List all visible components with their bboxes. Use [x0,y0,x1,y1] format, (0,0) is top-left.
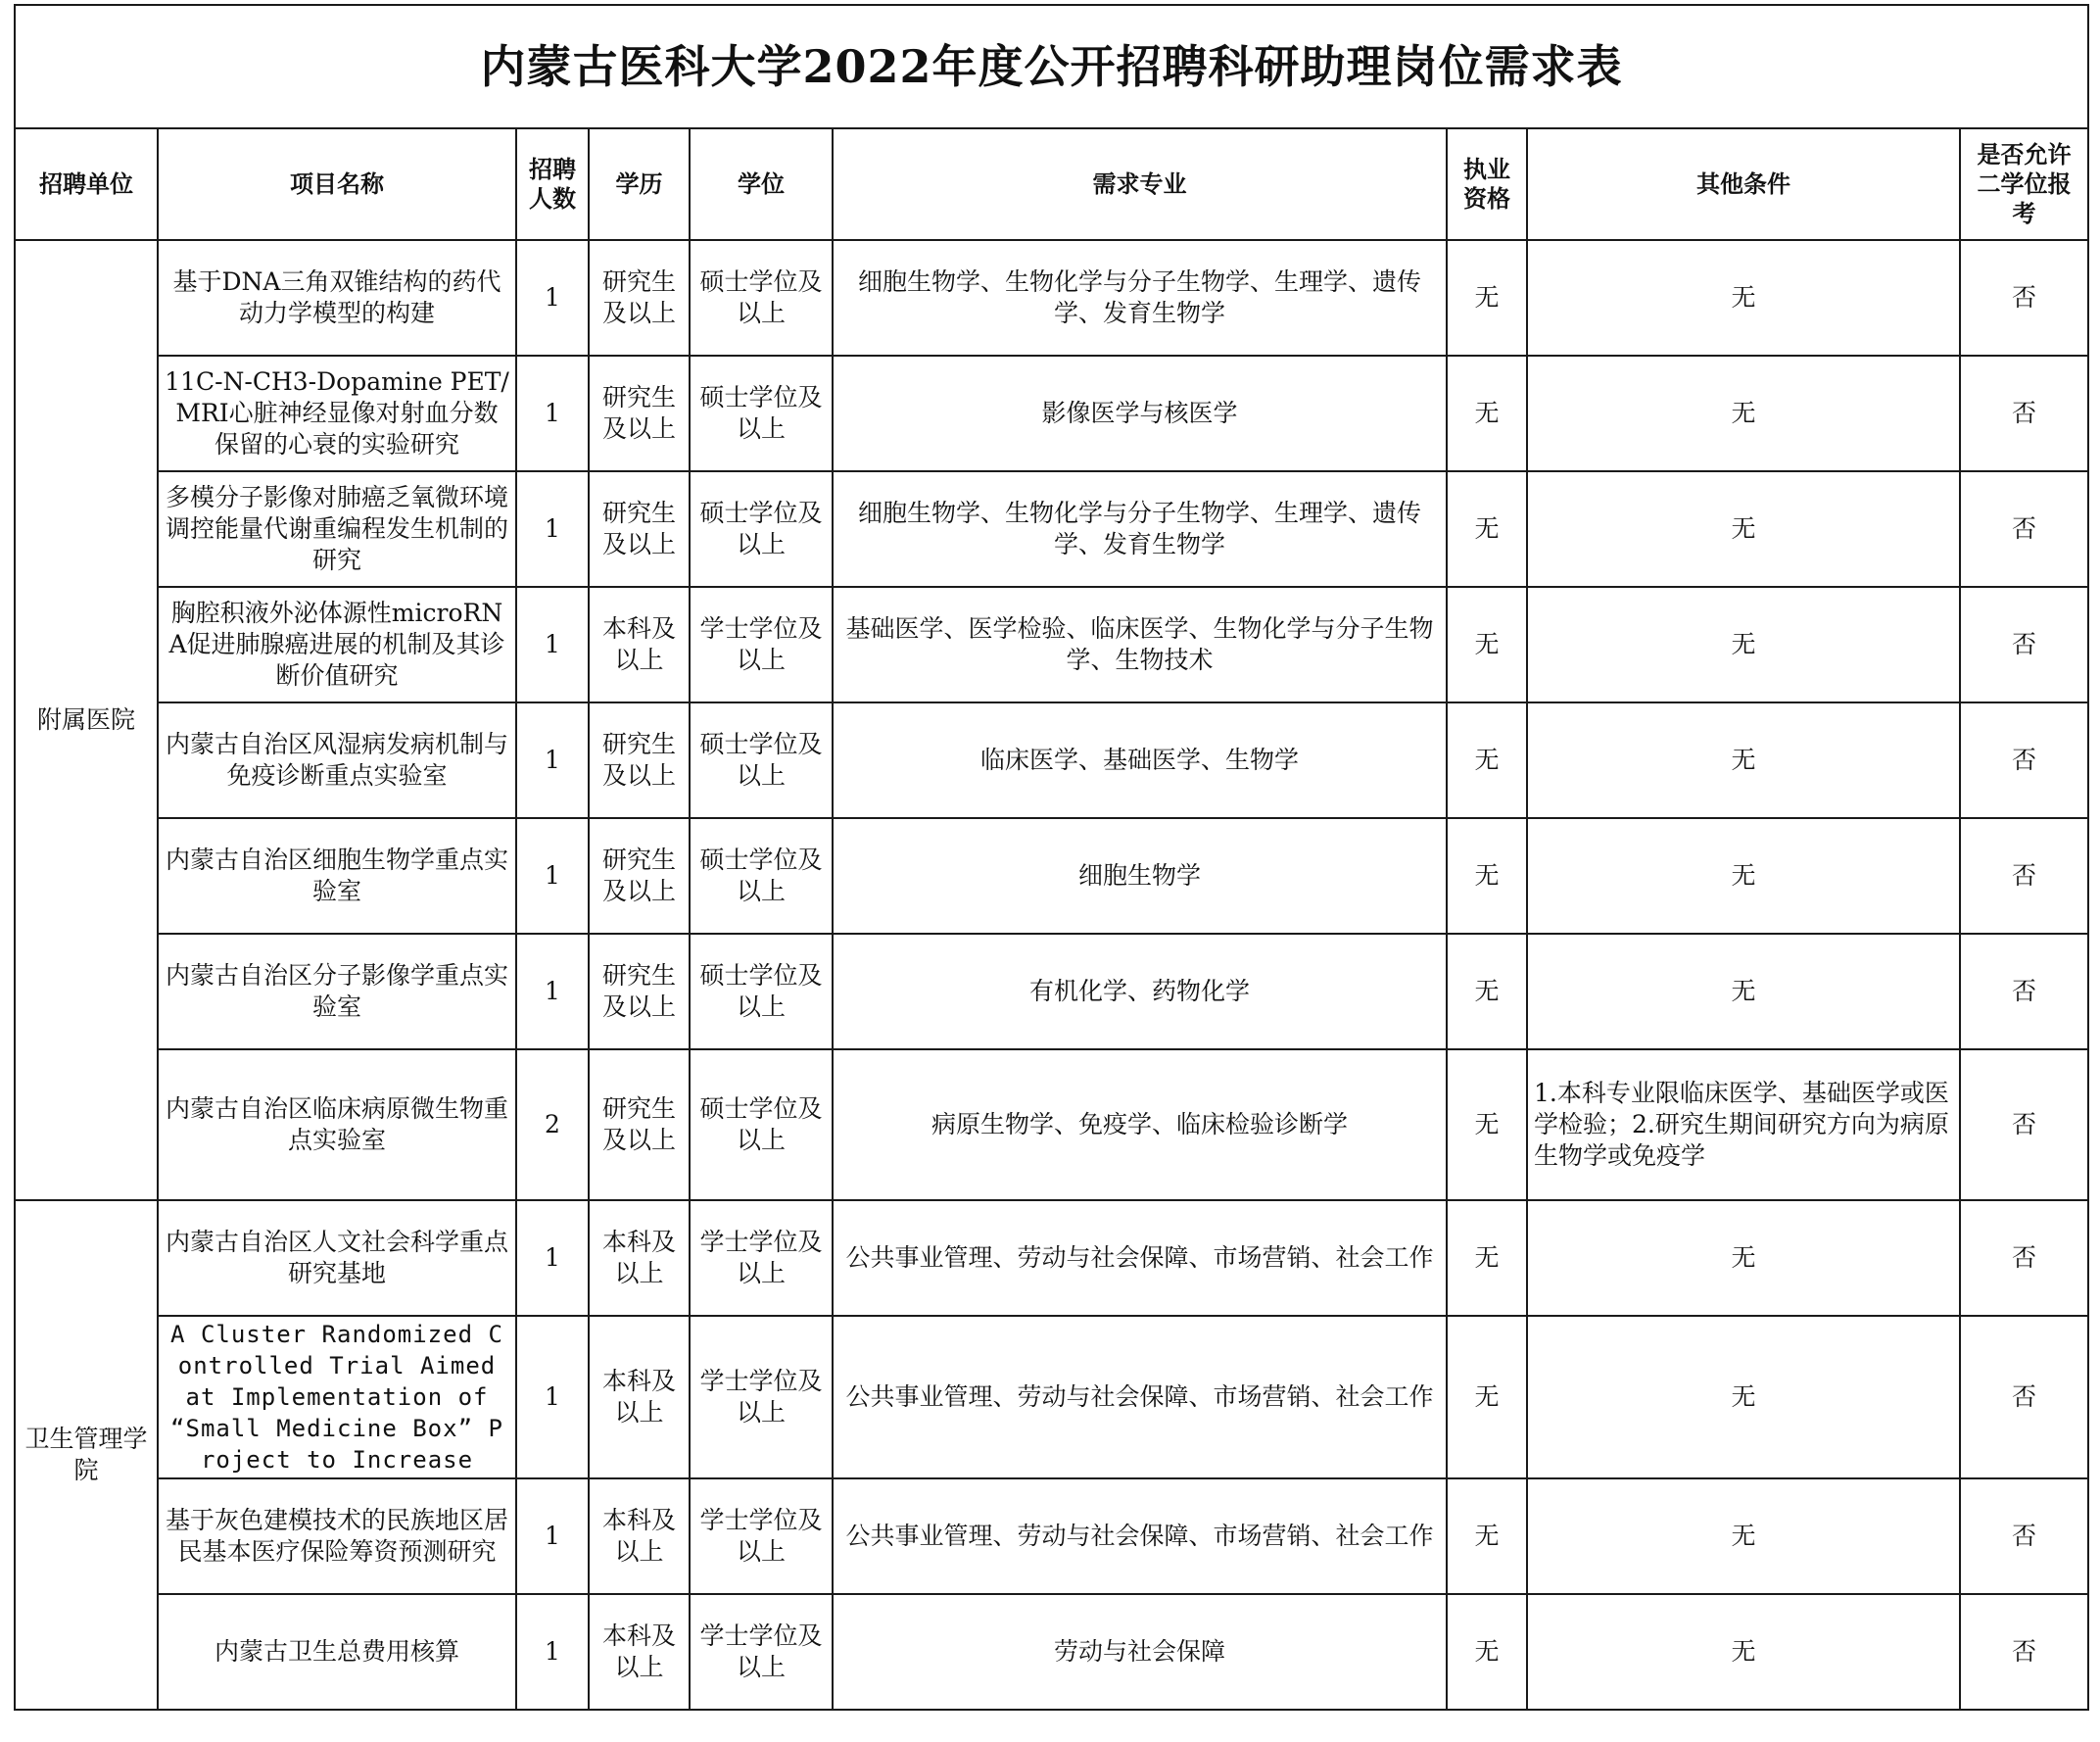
second-degree-allowed: 否 [1960,1049,2088,1200]
license-requirement: 无 [1447,587,1527,702]
recruiting-unit: 附属医院 [15,240,158,1200]
recruitment-sheet [14,4,2087,1711]
license-requirement: 无 [1447,934,1527,1049]
degree: 学士学位及以上 [690,1478,833,1594]
table-row [15,1200,2088,1316]
license-requirement: 无 [1447,1316,1527,1478]
table-row [15,240,2088,356]
required-major: 细胞生物学、生物化学与分子生物学、生理学、遗传学、发育生物学 [833,240,1447,356]
project-name: 胸腔积液外泌体源性microRNA促进肺腺癌进展的机制及其诊断价值研究 [158,587,516,702]
table-row [15,702,2088,818]
required-major: 基础医学、医学检验、临床医学、生物化学与分子生物学、生物技术 [833,587,1447,702]
other-conditions: 无 [1527,934,1960,1049]
other-conditions: 无 [1527,1200,1960,1316]
header-row [15,128,2088,240]
education: 研究生及以上 [589,934,690,1049]
license-requirement: 无 [1447,1200,1527,1316]
project-name: 11C-N-CH3-Dopamine PET/MRI心脏神经显像对射血分数保留的心衰的实验研究 [158,356,516,471]
degree: 学士学位及以上 [690,1200,833,1316]
degree: 学士学位及以上 [690,1594,833,1710]
degree: 学士学位及以上 [690,1316,833,1478]
page-title: 内蒙古医科大学2022年度公开招聘科研助理岗位需求表 [15,5,2088,128]
education: 研究生及以上 [589,702,690,818]
license-requirement: 无 [1447,1478,1527,1594]
table-row [15,587,2088,702]
other-conditions: 无 [1527,818,1960,934]
education: 研究生及以上 [589,240,690,356]
second-degree-allowed: 否 [1960,1316,2088,1478]
table-row [15,1478,2088,1594]
other-conditions: 无 [1527,1478,1960,1594]
other-conditions: 无 [1527,1316,1960,1478]
project-name: A Cluster Randomized Controlled Trial Aimed at Implementation of “Small Medicine Box” Project to Increase [158,1316,516,1478]
second-degree-allowed: 否 [1960,702,2088,818]
license-requirement: 无 [1447,471,1527,587]
table-row [15,1316,2088,1478]
degree: 硕士学位及以上 [690,702,833,818]
license-requirement: 无 [1447,1594,1527,1710]
table-row [15,1594,2088,1710]
other-conditions: 无 [1527,240,1960,356]
project-name: 基于灰色建模技术的民族地区居民基本医疗保险筹资预测研究 [158,1478,516,1594]
second-degree-allowed: 否 [1960,356,2088,471]
required-major: 细胞生物学、生物化学与分子生物学、生理学、遗传学、发育生物学 [833,471,1447,587]
second-degree-allowed: 否 [1960,240,2088,356]
required-major: 病原生物学、免疫学、临床检验诊断学 [833,1049,1447,1200]
header-license: 执业资格 [1447,128,1527,240]
hire-count: 1 [516,818,589,934]
education: 研究生及以上 [589,471,690,587]
project-name: 内蒙古自治区风湿病发病机制与免疫诊断重点实验室 [158,702,516,818]
recruitment-table [14,4,2089,1711]
header-unit: 招聘单位 [15,128,158,240]
project-name: 内蒙古自治区细胞生物学重点实验室 [158,818,516,934]
education: 本科及以上 [589,1594,690,1710]
hire-count: 1 [516,934,589,1049]
required-major: 临床医学、基础医学、生物学 [833,702,1447,818]
hire-count: 1 [516,1478,589,1594]
hire-count: 1 [516,1200,589,1316]
hire-count: 1 [516,1594,589,1710]
project-name: 内蒙古自治区临床病原微生物重点实验室 [158,1049,516,1200]
project-name: 多模分子影像对肺癌乏氧微环境调控能量代谢重编程发生机制的研究 [158,471,516,587]
hire-count: 1 [516,240,589,356]
header-other: 其他条件 [1527,128,1960,240]
required-major: 劳动与社会保障 [833,1594,1447,1710]
hire-count: 1 [516,587,589,702]
project-name: 内蒙古自治区分子影像学重点实验室 [158,934,516,1049]
project-name: 基于DNA三角双锥结构的药代动力学模型的构建 [158,240,516,356]
hire-count: 1 [516,702,589,818]
degree: 硕士学位及以上 [690,934,833,1049]
education: 本科及以上 [589,1200,690,1316]
degree: 硕士学位及以上 [690,1049,833,1200]
degree: 硕士学位及以上 [690,471,833,587]
other-conditions: 无 [1527,587,1960,702]
other-conditions: 无 [1527,356,1960,471]
degree: 学士学位及以上 [690,587,833,702]
required-major: 影像医学与核医学 [833,356,1447,471]
license-requirement: 无 [1447,240,1527,356]
required-major: 细胞生物学 [833,818,1447,934]
header-major: 需求专业 [833,128,1447,240]
second-degree-allowed: 否 [1960,818,2088,934]
project-name: 内蒙古卫生总费用核算 [158,1594,516,1710]
second-degree-allowed: 否 [1960,471,2088,587]
education: 本科及以上 [589,1478,690,1594]
required-major: 公共事业管理、劳动与社会保障、市场营销、社会工作 [833,1316,1447,1478]
project-name: 内蒙古自治区人文社会科学重点研究基地 [158,1200,516,1316]
other-conditions: 无 [1527,471,1960,587]
header-education: 学历 [589,128,690,240]
hire-count: 1 [516,356,589,471]
education: 研究生及以上 [589,356,690,471]
other-conditions: 无 [1527,1594,1960,1710]
required-major: 有机化学、药物化学 [833,934,1447,1049]
license-requirement: 无 [1447,356,1527,471]
second-degree-allowed: 否 [1960,1594,2088,1710]
table-row [15,471,2088,587]
degree: 硕士学位及以上 [690,240,833,356]
license-requirement: 无 [1447,1049,1527,1200]
hire-count: 2 [516,1049,589,1200]
degree: 硕士学位及以上 [690,818,833,934]
title-row [15,5,2088,128]
education: 本科及以上 [589,1316,690,1478]
header-degree: 学位 [690,128,833,240]
table-row [15,1049,2088,1200]
education: 本科及以上 [589,587,690,702]
required-major: 公共事业管理、劳动与社会保障、市场营销、社会工作 [833,1478,1447,1594]
second-degree-allowed: 否 [1960,587,2088,702]
header-project: 项目名称 [158,128,516,240]
table-row [15,934,2088,1049]
education: 研究生及以上 [589,1049,690,1200]
recruiting-unit: 卫生管理学院 [15,1200,158,1710]
required-major: 公共事业管理、劳动与社会保障、市场营销、社会工作 [833,1200,1447,1316]
table-row [15,818,2088,934]
other-conditions: 1.本科专业限临床医学、基础医学或医学检验；2.研究生期间研究方向为病原生物学或免疫学 [1527,1049,1960,1200]
education: 研究生及以上 [589,818,690,934]
header-second-degree: 是否允许二学位报考 [1960,128,2088,240]
license-requirement: 无 [1447,702,1527,818]
second-degree-allowed: 否 [1960,1478,2088,1594]
hire-count: 1 [516,1316,589,1478]
other-conditions: 无 [1527,702,1960,818]
table-body [15,240,2088,1710]
table-row [15,356,2088,471]
header-count: 招聘人数 [516,128,589,240]
degree: 硕士学位及以上 [690,356,833,471]
hire-count: 1 [516,471,589,587]
license-requirement: 无 [1447,818,1527,934]
second-degree-allowed: 否 [1960,1200,2088,1316]
second-degree-allowed: 否 [1960,934,2088,1049]
